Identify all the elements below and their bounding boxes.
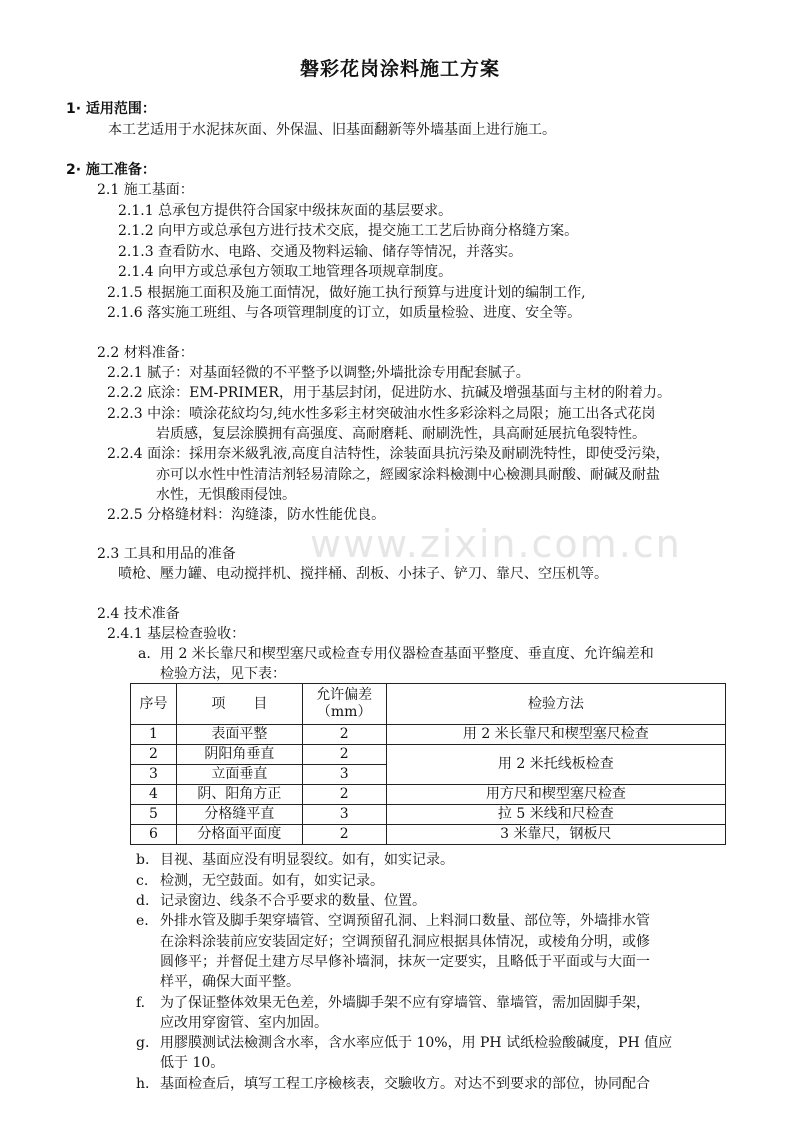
cell-tolerance: 3 xyxy=(302,805,386,825)
section-2-3-body: 喷枪、壓力罐、电动搅拌机、搅拌桶、刮板、小抹子、铲刀、靠尺、空压机等。 xyxy=(118,566,608,582)
item-2-1-4: 2.1.4 向甲方或总承包方领取工地管理各项规章制度。 xyxy=(118,264,453,280)
cell-no: 5 xyxy=(131,805,177,825)
section-1-body: 本工艺适用于水泥抹灰面、外保温、旧基面翻新等外墙基面上进行施工。 xyxy=(108,122,556,138)
inspection-table xyxy=(130,683,726,845)
section-1-heading: 1· 适用范围： xyxy=(66,101,156,117)
section-2-3-heading: 2.3 工具和用品的准备 xyxy=(97,546,236,562)
list-g-line2: 低于 10。 xyxy=(160,1055,225,1071)
list-a-line1: 用 2 米长靠尺和楔型塞尺或检查专用仪器检查基面平整度、垂直度、允许编差和 xyxy=(160,646,654,662)
list-label-c: c. xyxy=(136,873,149,889)
cell-item: 分格面平面度 xyxy=(176,825,302,845)
header-tolerance xyxy=(302,684,386,725)
item-2-4-1: 2.4.1 基层检查验收： xyxy=(107,626,246,642)
cell-no: 6 xyxy=(131,825,177,845)
list-label-b: b. xyxy=(136,852,150,868)
item-2-2-1: 2.2.1 腻子：对基面轻微的不平整予以调整;外墙批涂专用配套腻子。 xyxy=(107,365,530,381)
table-row xyxy=(131,785,726,805)
item-2-2-5: 2.2.5 分格缝材料：沟缝漆，防水性能优良。 xyxy=(107,507,386,523)
list-f-line2: 应改用穿窗管、室内加固。 xyxy=(160,1015,328,1031)
list-label-g: g. xyxy=(136,1035,150,1051)
item-2-2-4-line3: 水性，无惧酸雨侵蚀。 xyxy=(156,487,296,503)
section-2-2-heading: 2.2 材料准备： xyxy=(97,345,194,361)
item-2-1-3: 2.1.3 查看防水、电路、交通及物料运输、储存等情况，并落实。 xyxy=(118,244,523,260)
list-e-line2: 在涂料涂装前应安装固定好；空调预留孔洞应根据具体情况，或棱角分明，或修 xyxy=(160,934,650,950)
cell-tolerance: 3 xyxy=(302,765,386,785)
list-c-line1: 检测，无空鼓面。如有，如实记录。 xyxy=(160,873,384,889)
cell-no: 3 xyxy=(131,765,177,785)
cell-method: 拉 5 米线和尺检查 xyxy=(386,805,725,825)
list-h-line1: 基面检查后，填写工程工序檢核表，交驗收方。对达不到要求的部位，协同配合 xyxy=(160,1076,650,1092)
list-label-a: a. xyxy=(138,646,151,662)
cell-item: 表面平整 xyxy=(176,725,302,745)
cell-item: 阴、阳角方正 xyxy=(176,785,302,805)
item-2-1-5: 2.1.5 根据施工面积及施工面情况，做好施工执行预算与进度计划的编制工作, xyxy=(107,285,586,301)
item-2-1-2: 2.1.2 向甲方或总承包方进行技术交底，提交施工工艺后协商分格缝方案。 xyxy=(118,223,579,239)
section-2-4-heading: 2.4 技术准备 xyxy=(97,606,180,622)
item-2-2-2: 2.2.2 底涂：EM-PRIMER，用于基层封闭，促进防水、抗碱及增强基面与主材的附着力。 xyxy=(107,385,671,401)
cell-item: 分格缝平直 xyxy=(176,805,302,825)
list-b-line1: 目视、基面应没有明显裂纹。如有，如实记录。 xyxy=(160,852,454,868)
list-g-line1: 用膠膜测试法檢測含水率，含水率应低于 10%，用 PH 试纸检验酸碱度，PH 值应 xyxy=(160,1035,673,1051)
cell-method: 用 2 米托线板检查 xyxy=(386,745,725,785)
list-label-h: h. xyxy=(136,1076,150,1092)
item-2-1-6: 2.1.6 落实施工班组、与各项管理制度的订立，如质量检验、进度、安全等。 xyxy=(107,305,582,321)
cell-tolerance: 2 xyxy=(302,745,386,765)
table-row xyxy=(131,725,726,745)
header-no: 序号 xyxy=(131,684,177,725)
table-row xyxy=(131,805,726,825)
item-2-1-1: 2.1.1 总承包方提供符合国家中级抹灰面的基层要求。 xyxy=(118,203,453,219)
header-tolerance-line1: 允许偏差 xyxy=(316,687,373,703)
cell-no: 1 xyxy=(131,725,177,745)
table-header-row xyxy=(131,684,726,725)
section-2-heading: 2· 施工准备： xyxy=(66,162,156,178)
cell-item: 立面垂直 xyxy=(176,765,302,785)
section-2-1-heading: 2.1 施工基面： xyxy=(97,182,194,198)
cell-item: 阴阳角垂直 xyxy=(176,745,302,765)
item-2-2-4-line2: 亦可以水性中性清洁剂轻易清除之，經國家涂料檢測中心檢測具耐酸、耐碱及耐盐 xyxy=(156,467,660,483)
cell-tolerance: 2 xyxy=(302,725,386,745)
list-f-line1: 为了保证整体效果无色差，外墙脚手架不应有穿墙管、靠墙管，需加固脚手架， xyxy=(160,995,650,1011)
cell-tolerance: 2 xyxy=(302,825,386,845)
list-e-line3: 圆修平；并督促土建方尽早修补墙洞，抹灰一定要实，且略低于平面或与大面一 xyxy=(160,954,650,970)
item-2-2-3-line1: 2.2.3 中涂：喷涂花紋均匀,纯水性多彩主材突破油水性多彩涂料之局限；施工出各式花岗 xyxy=(107,406,656,422)
header-item: 项 目 xyxy=(176,684,302,725)
table-row xyxy=(131,825,726,845)
list-d-line1: 记录窗边、线条不合乎要求的数量、位置。 xyxy=(160,893,426,909)
header-method: 检验方法 xyxy=(386,684,725,725)
watermark: www.zixin.com.cn xyxy=(310,522,682,566)
item-2-2-3-line2: 岩质感，复层涂膜拥有高强度、高耐磨耗、耐刷洗性，具高耐延展抗龟裂特性。 xyxy=(156,426,646,442)
cell-no: 4 xyxy=(131,785,177,805)
list-e-line4: 样平，确保大面平整。 xyxy=(160,974,300,990)
list-label-e: e. xyxy=(136,913,149,929)
page-title: 磐彩花岗涂料施工方案 xyxy=(299,58,500,80)
list-label-f: f. xyxy=(136,995,146,1011)
header-tolerance-line2: （mm） xyxy=(316,704,372,720)
cell-no: 2 xyxy=(131,745,177,765)
table-row xyxy=(131,745,726,765)
cell-method: 用 2 米长靠尺和楔型塞尺检查 xyxy=(386,725,725,745)
item-2-2-4-line1: 2.2.4 面涂：採用奈米級乳液,高度自洁特性，涂装面具抗污染及耐刷洗特性，即使受污染， xyxy=(107,446,670,462)
cell-method: 用方尺和楔型塞尺检查 xyxy=(386,785,725,805)
cell-tolerance: 2 xyxy=(302,785,386,805)
cell-method: 3 米靠尺，钢板尺 xyxy=(386,825,725,845)
list-label-d: d. xyxy=(136,893,150,909)
list-e-line1: 外排水管及脚手架穿墙管、空调预留孔洞、上料洞口数量、部位等，外墙排水管 xyxy=(160,913,650,929)
list-a-line2: 检验方法，见下表： xyxy=(160,666,286,682)
